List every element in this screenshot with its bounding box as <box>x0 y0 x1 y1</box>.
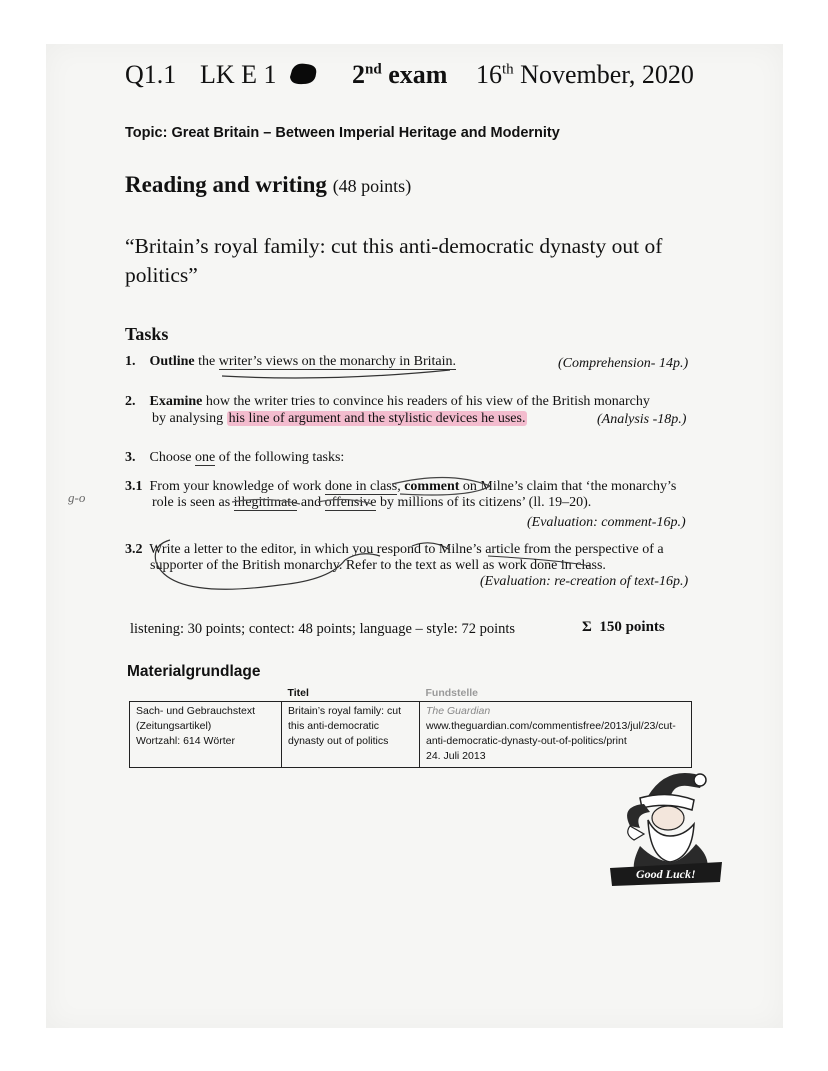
title-cell: Britain’s royal family: cut this anti-democratic dynasty out of politics <box>282 702 420 768</box>
task-3-1: 3.1 From your knowledge of work done in class, comment on Milne’s claim that ‘the monarchy’s <box>125 479 677 494</box>
underline-mark: writer’s views on the monarchy in Britain. <box>218 354 457 369</box>
article-quote: “Britain’s royal family: cut this anti-democratic dynasty out of politics” <box>125 234 663 287</box>
col-header-title: Titel <box>287 687 309 699</box>
margin-note: g-o <box>68 490 86 505</box>
task-3-2-points: (Evaluation: re-creation of text-16p.) <box>480 574 689 589</box>
task-2: 2. Examine how the writer tries to convince his readers of his view of the British monarchy <box>125 394 650 409</box>
redaction-blot <box>288 62 318 86</box>
tasks-heading: Tasks <box>125 324 169 344</box>
course-code: Q1.1 <box>125 60 177 89</box>
task-3-2: 3.2 Write a letter to the editor, in which you respond to Milne’s article from the perspective of a <box>125 542 664 557</box>
pink-highlight: his line of argument and the stylistic devices he uses. <box>228 411 526 426</box>
task-1: 1. Outline the writer’s views on the monarchy in Britain. <box>125 354 457 369</box>
text-type-cell: Sach- und Gebrauchstext (Zeitungsartikel) Wortzahl: 614 Wörter <box>130 702 282 768</box>
materials-table <box>129 686 692 768</box>
task-2-points: (Analysis -18p.) <box>597 412 687 427</box>
total-points: Σ 150 points <box>582 619 665 635</box>
col-header-source: Fundstelle <box>425 687 479 699</box>
task-1-points: (Comprehension- 14p.) <box>558 356 689 371</box>
task-3-2-line-2: supporter of the British monarchy. Refer to the text as well as work done in class. <box>150 558 606 573</box>
score-breakdown: listening: 30 points; contect: 48 points; language – style: 72 points <box>130 621 516 637</box>
task-3: 3. Choose one of the following tasks: <box>125 450 345 465</box>
source-cell: The Guardian www.theguardian.com/commentisfree/2013/jul/23/cut- anti-democratic-dynasty-out-of-politics/print 24. Juli 2013 <box>420 702 692 768</box>
section-title: Reading and writing (48 points) <box>125 172 412 197</box>
exam-date: 16th November, 2020 <box>476 60 694 89</box>
task-2-line-2: by analysing his line of argument and the stylistic devices he uses. <box>152 411 526 426</box>
good-luck-label: Good Luck! <box>636 867 696 881</box>
table-row <box>130 702 692 768</box>
topic-line: Topic: Great Britain – Between Imperial Heritage and Modernity <box>125 125 560 141</box>
materials-heading: Materialgrundlage <box>127 663 261 680</box>
task-3-1-points: (Evaluation: comment-16p.) <box>527 515 686 530</box>
exam-number: 2nd exam <box>352 60 448 89</box>
group-code: LK E 1 <box>200 60 277 89</box>
task-3-1-line-2: role is seen as illegitimate and offensive by millions of its citizens’ (ll. 19–20). <box>152 495 592 510</box>
